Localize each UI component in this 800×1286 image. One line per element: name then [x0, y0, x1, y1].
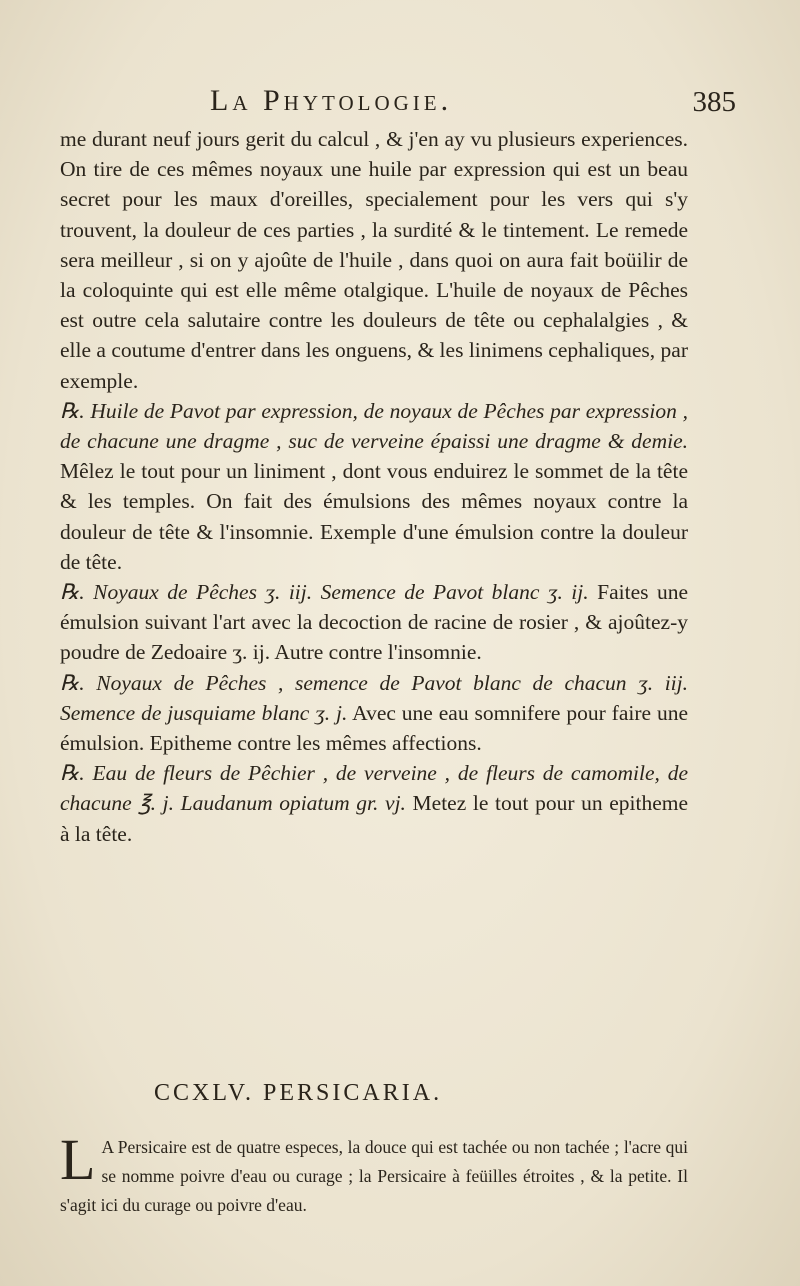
recipe-instructions: Faites une émulsion suivant l'art avec la decoction de racine de rosier , & ajoûtez-y poudre de Zedoaire ʒ. ij. Autre contre l'insomnie. — [60, 580, 689, 665]
section-title: CCXLV. PERSICARIA. — [154, 1080, 443, 1106]
recipe-instructions: Metez le tout pour un epitheme à la tête. — [60, 791, 689, 846]
page-number: 385 — [692, 86, 736, 118]
rx-symbol: ℞. — [60, 761, 85, 786]
running-title: La Phytologie. — [210, 84, 453, 117]
recipe — [60, 396, 688, 577]
recipe-instructions: Mêlez le tout pour un liniment , dont vous enduirez le sommet de la tête & les temples. On fait des émulsions des mêmes noyaux contre la douleur de tête & l'insomnie. Exemple d'une émulsion contre la douleur de tête. — [60, 459, 688, 574]
recipe-ingredients: Huile de Pavot par expression, de noyaux de Pêches par expression , de chacune une dragme , suc de verveine épaissi une dragme & demie. — [60, 398, 688, 454]
main-text — [60, 124, 688, 849]
recipe — [60, 758, 688, 849]
recipe-ingredients: Noyaux de Pêches , semence de Pavot blanc de chacun ʒ. iij. Semence de jusquiame blanc ʒ. j. — [60, 670, 688, 725]
rx-symbol: ℞. — [60, 580, 85, 605]
rx-symbol: ℞. — [60, 670, 85, 695]
paragraph: me durant neuf jours gerit du calcul , & j'en ay vu plusieurs experiences. On tire de ces mêmes noyaux une huile par expression qui est un beau secret pour les maux d'oreilles, specialement pour les vers qui s'y trouvent, la douleur de ces parties , la surdité & le tintement. Le remede sera meilleur , si on y ajoûte de l'huile , dans quoi on aura fait boüilir de la coloquinte qui est elle même otalgique. L'huile de noyaux de Pêches est outre cela salutaire contre les douleurs de tête ou cephalalgies , & elle a coutume d'entrer dans les onguens, & les linimens cephaliques, par exemple. — [60, 127, 688, 393]
recipe-instructions: Avec une eau somnifere pour faire une émulsion. Epitheme contre les mêmes affections. — [60, 700, 688, 756]
recipe — [60, 577, 688, 668]
section-body — [60, 1127, 688, 1220]
page-header — [60, 84, 750, 124]
recipe-ingredients: Noyaux de Pêches ʒ. iij. Semence de Pavot blanc ʒ. ij. — [93, 580, 589, 605]
rx-symbol: ℞. — [60, 398, 85, 423]
drop-cap: L — [60, 1127, 96, 1192]
recipe-ingredients: Eau de fleurs de Pêchier , de verveine , de fleurs de camomile, de chacune ℥. j. Laudanum opiatum gr. vj. — [60, 761, 689, 816]
recipe — [60, 668, 688, 759]
section-text: A Persicaire est de quatre especes, la douce qui est tachée ou non tachée ; l'acre qui se nomme poivre d'eau ou curage ; la Persicaire à feüilles étroites , & la petite. Il s'agit ici du curage ou poivre d'eau. — [60, 1137, 688, 1215]
